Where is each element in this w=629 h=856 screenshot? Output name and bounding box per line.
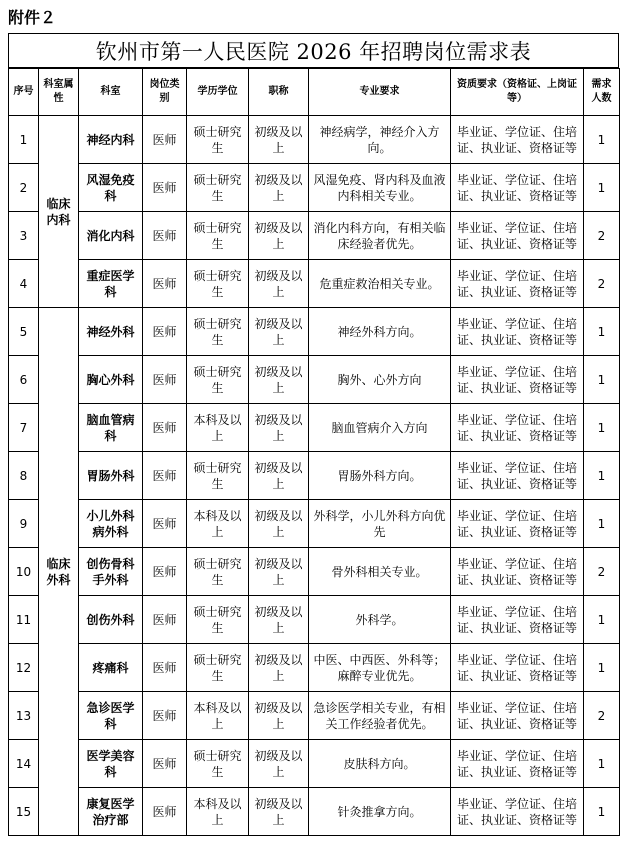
row-seq: 8 xyxy=(9,452,39,500)
row-count: 1 xyxy=(584,164,620,212)
row-major: 急诊医学相关专业，有相关工作经验者优先。 xyxy=(309,692,451,740)
row-dept: 风湿免疫科 xyxy=(79,164,143,212)
row-qualification: 毕业证、学位证、住培证、执业证、资格证等 xyxy=(451,692,584,740)
row-major: 神经病学，神经介入方向。 xyxy=(309,116,451,164)
row-qualification: 毕业证、学位证、住培证、执业证、资格证等 xyxy=(451,164,584,212)
row-title-rank: 初级及以上 xyxy=(249,548,309,596)
category-internal: 临床内科 xyxy=(39,116,79,308)
row-title-rank: 初级及以上 xyxy=(249,692,309,740)
row-count: 1 xyxy=(584,452,620,500)
table-row xyxy=(9,692,620,740)
row-education: 硕士研究生 xyxy=(187,164,249,212)
row-education: 硕士研究生 xyxy=(187,548,249,596)
row-education: 硕士研究生 xyxy=(187,212,249,260)
row-qualification: 毕业证、学位证、住培证、执业证、资格证等 xyxy=(451,452,584,500)
row-count: 2 xyxy=(584,548,620,596)
row-count: 2 xyxy=(584,212,620,260)
table-row xyxy=(9,212,620,260)
row-count: 1 xyxy=(584,596,620,644)
row-dept: 神经外科 xyxy=(79,308,143,356)
row-dept: 重症医学科 xyxy=(79,260,143,308)
row-dept: 创伤骨科手外科 xyxy=(79,548,143,596)
row-education: 硕士研究生 xyxy=(187,260,249,308)
header-count: 需求人数 xyxy=(584,69,620,116)
row-seq: 9 xyxy=(9,500,39,548)
category-surgery: 临床外科 xyxy=(39,308,79,836)
row-count: 1 xyxy=(584,404,620,452)
row-post-type: 医师 xyxy=(143,692,187,740)
row-major: 外科学。 xyxy=(309,596,451,644)
row-qualification: 毕业证、学位证、住培证、执业证、资格证等 xyxy=(451,788,584,836)
row-major: 风湿免疫、肾内科及血液内科相关专业。 xyxy=(309,164,451,212)
row-title-rank: 初级及以上 xyxy=(249,356,309,404)
row-count: 1 xyxy=(584,644,620,692)
row-seq: 6 xyxy=(9,356,39,404)
row-title-rank: 初级及以上 xyxy=(249,452,309,500)
row-major: 皮肤科方向。 xyxy=(309,740,451,788)
row-qualification: 毕业证、学位证、住培证、执业证、资格证等 xyxy=(451,356,584,404)
row-dept: 胸心外科 xyxy=(79,356,143,404)
row-major: 针灸推拿方向。 xyxy=(309,788,451,836)
row-education: 硕士研究生 xyxy=(187,452,249,500)
row-post-type: 医师 xyxy=(143,500,187,548)
row-major: 中医、中西医、外科等；麻醉专业优先。 xyxy=(309,644,451,692)
table-body xyxy=(9,116,620,836)
row-post-type: 医师 xyxy=(143,452,187,500)
row-major: 脑血管病介入方向 xyxy=(309,404,451,452)
row-qualification: 毕业证、学位证、住培证、执业证、资格证等 xyxy=(451,404,584,452)
row-dept: 脑血管病科 xyxy=(79,404,143,452)
row-major: 骨外科相关专业。 xyxy=(309,548,451,596)
row-qualification: 毕业证、学位证、住培证、执业证、资格证等 xyxy=(451,740,584,788)
table-row xyxy=(9,500,620,548)
header-major: 专业要求 xyxy=(309,69,451,116)
row-count: 1 xyxy=(584,500,620,548)
row-seq: 3 xyxy=(9,212,39,260)
row-title-rank: 初级及以上 xyxy=(249,644,309,692)
row-qualification: 毕业证、学位证、住培证、执业证、资格证等 xyxy=(451,308,584,356)
header-title-rank: 职称 xyxy=(249,69,309,116)
row-title-rank: 初级及以上 xyxy=(249,116,309,164)
header-row xyxy=(9,69,620,116)
row-seq: 1 xyxy=(9,116,39,164)
row-education: 硕士研究生 xyxy=(187,356,249,404)
row-seq: 11 xyxy=(9,596,39,644)
row-education: 本科及以上 xyxy=(187,500,249,548)
row-major: 消化内科方向，有相关临床经验者优先。 xyxy=(309,212,451,260)
header-dept: 科室 xyxy=(79,69,143,116)
row-education: 硕士研究生 xyxy=(187,740,249,788)
table-row xyxy=(9,308,620,356)
row-dept: 神经内科 xyxy=(79,116,143,164)
row-seq: 13 xyxy=(9,692,39,740)
row-education: 硕士研究生 xyxy=(187,116,249,164)
row-title-rank: 初级及以上 xyxy=(249,596,309,644)
row-major: 神经外科方向。 xyxy=(309,308,451,356)
table-row xyxy=(9,548,620,596)
row-qualification: 毕业证、学位证、住培证、执业证、资格证等 xyxy=(451,596,584,644)
row-post-type: 医师 xyxy=(143,308,187,356)
row-seq: 12 xyxy=(9,644,39,692)
row-title-rank: 初级及以上 xyxy=(249,308,309,356)
row-qualification: 毕业证、学位证、住培证、执业证、资格证等 xyxy=(451,116,584,164)
row-major: 外科学，小儿外科方向优先 xyxy=(309,500,451,548)
table-row xyxy=(9,740,620,788)
table-row xyxy=(9,356,620,404)
row-post-type: 医师 xyxy=(143,164,187,212)
row-seq: 15 xyxy=(9,788,39,836)
row-seq: 10 xyxy=(9,548,39,596)
row-count: 1 xyxy=(584,308,620,356)
table-row xyxy=(9,596,620,644)
table-row xyxy=(9,116,620,164)
row-education: 硕士研究生 xyxy=(187,308,249,356)
row-dept: 消化内科 xyxy=(79,212,143,260)
table-row xyxy=(9,452,620,500)
row-count: 1 xyxy=(584,356,620,404)
row-title-rank: 初级及以上 xyxy=(249,788,309,836)
header-qualification: 资质要求（资格证、上岗证等） xyxy=(451,69,584,116)
table-row xyxy=(9,164,620,212)
row-post-type: 医师 xyxy=(143,596,187,644)
row-dept: 胃肠外科 xyxy=(79,452,143,500)
attachment-label: 附件２ xyxy=(8,8,57,27)
row-post-type: 医师 xyxy=(143,788,187,836)
row-seq: 7 xyxy=(9,404,39,452)
row-seq: 2 xyxy=(9,164,39,212)
row-post-type: 医师 xyxy=(143,404,187,452)
row-major: 胃肠外科方向。 xyxy=(309,452,451,500)
recruitment-table xyxy=(8,68,620,836)
row-post-type: 医师 xyxy=(143,644,187,692)
row-seq: 14 xyxy=(9,740,39,788)
row-dept: 医学美容科 xyxy=(79,740,143,788)
row-post-type: 医师 xyxy=(143,740,187,788)
row-qualification: 毕业证、学位证、住培证、执业证、资格证等 xyxy=(451,548,584,596)
row-education: 硕士研究生 xyxy=(187,596,249,644)
row-qualification: 毕业证、学位证、住培证、执业证、资格证等 xyxy=(451,500,584,548)
header-education: 学历学位 xyxy=(187,69,249,116)
row-seq: 5 xyxy=(9,308,39,356)
table-row xyxy=(9,404,620,452)
row-dept: 疼痛科 xyxy=(79,644,143,692)
row-dept: 急诊医学科 xyxy=(79,692,143,740)
row-count: 1 xyxy=(584,740,620,788)
row-education: 硕士研究生 xyxy=(187,644,249,692)
row-count: 2 xyxy=(584,260,620,308)
row-dept: 小儿外科病外科 xyxy=(79,500,143,548)
table-row xyxy=(9,260,620,308)
row-count: 2 xyxy=(584,692,620,740)
row-count: 1 xyxy=(584,116,620,164)
row-post-type: 医师 xyxy=(143,116,187,164)
header-seq: 序号 xyxy=(9,69,39,116)
row-post-type: 医师 xyxy=(143,548,187,596)
row-post-type: 医师 xyxy=(143,212,187,260)
row-major: 危重症救治相关专业。 xyxy=(309,260,451,308)
row-post-type: 医师 xyxy=(143,356,187,404)
row-title-rank: 初级及以上 xyxy=(249,740,309,788)
header-post-type: 岗位类别 xyxy=(143,69,187,116)
row-qualification: 毕业证、学位证、住培证、执业证、资格证等 xyxy=(451,644,584,692)
table-row xyxy=(9,788,620,836)
table-row xyxy=(9,644,620,692)
row-education: 本科及以上 xyxy=(187,788,249,836)
row-qualification: 毕业证、学位证、住培证、执业证、资格证等 xyxy=(451,212,584,260)
row-qualification: 毕业证、学位证、住培证、执业证、资格证等 xyxy=(451,260,584,308)
row-major: 胸外、心外方向 xyxy=(309,356,451,404)
row-title-rank: 初级及以上 xyxy=(249,500,309,548)
page-title: 钦州市第一人民医院 2026 年招聘岗位需求表 xyxy=(8,33,619,68)
row-title-rank: 初级及以上 xyxy=(249,164,309,212)
row-dept: 创伤外科 xyxy=(79,596,143,644)
row-title-rank: 初级及以上 xyxy=(249,212,309,260)
row-education: 本科及以上 xyxy=(187,692,249,740)
row-title-rank: 初级及以上 xyxy=(249,404,309,452)
row-count: 1 xyxy=(584,788,620,836)
row-post-type: 医师 xyxy=(143,260,187,308)
header-dept-attr: 科室属性 xyxy=(39,69,79,116)
row-education: 本科及以上 xyxy=(187,404,249,452)
row-seq: 4 xyxy=(9,260,39,308)
row-dept: 康复医学治疗部 xyxy=(79,788,143,836)
row-title-rank: 初级及以上 xyxy=(249,260,309,308)
